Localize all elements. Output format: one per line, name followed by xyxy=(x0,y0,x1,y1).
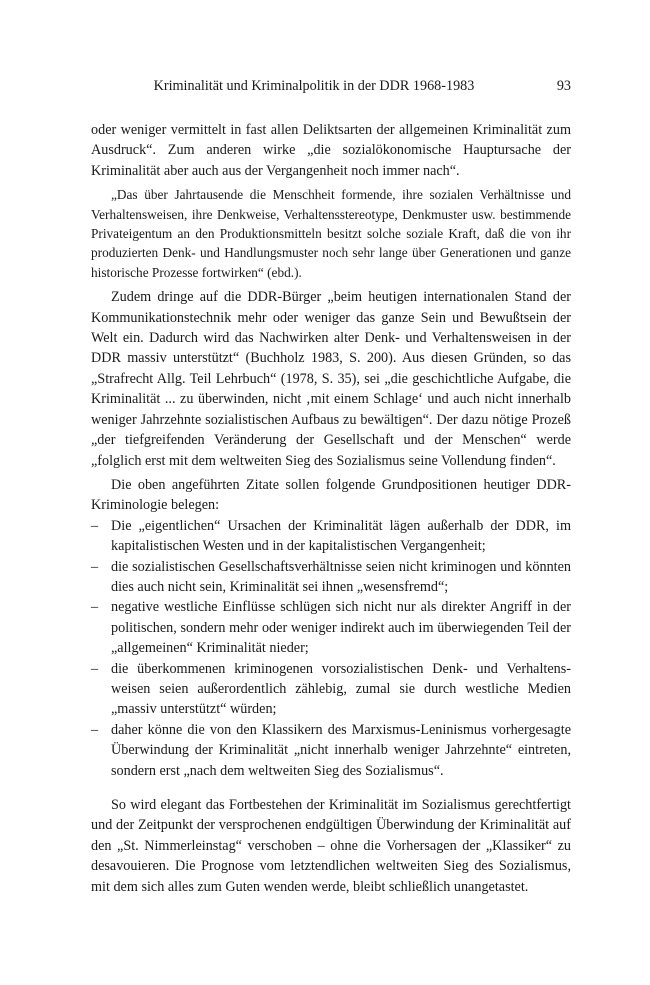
dash-marker: – xyxy=(91,721,99,738)
running-title: Kriminalität und Kriminalpolitik in der DDR 1968-1983 xyxy=(153,78,475,94)
list-item xyxy=(91,720,571,781)
list-item-text: negative westliche Einflüsse schlügen sich nicht nur als direkter Angriff in der politischen, sondern mehr oder weniger indirekt auch im überwiegenden Teil der „allgemeinen“ Kriminalität nieder; xyxy=(111,599,571,657)
page-number: 93 xyxy=(556,78,571,94)
paragraph-continuation: oder weniger vermittelt in fast allen Deliktsarten der allgemeinen Kriminalität zum Ausdruck“. Zum anderen wirke „die sozialökonomische Hauptursache der Kriminalität aber auch aus der Vergangenheit noch immer nach“. xyxy=(91,122,571,179)
body-text xyxy=(91,120,571,897)
dash-marker: – xyxy=(91,660,99,677)
list-item xyxy=(91,659,571,720)
dash-marker: – xyxy=(91,517,99,534)
dash-marker: – xyxy=(91,599,99,616)
dash-marker: – xyxy=(91,558,99,575)
list-item-text: die überkommenen kriminogenen vorsozialistischen Denk- und Verhaltensweisen seien außerordentlich zählebig, zumal sie durch westliche Medien „massiv unterstützt“ würden; xyxy=(111,660,571,718)
list-item-text: die sozialistischen Gesellschaftsverhältnisse seien nicht kriminogen und könnten dies auch nicht sein, Kriminalität sei ihnen „wesensfremd“; xyxy=(111,558,571,595)
paragraph-zudem: Zudem dringe auf die DDR-Bürger „beim heutigen internationalen Stand der Kommunikationstechnik mehr oder weniger das ganze Sein und Bewußtsein der Welt ein. Dadurch wird das Nachwirken alter Denk- und Verhaltensweisen in der DDR massiv unterstützt“ (Buchholz 1983, S. 200). Aus diesen Gründen, so das „Strafrecht Allg. Teil Lehrbuch“ (1978, S. 35), sei „die geschichtliche Aufgabe, die Kriminalität ... zu überwinden, nicht ‚mit einem Schlage‘ und auch nicht innerhalb weniger Jahrzehnte sozialistischen Aufbaus zu bewältigen“. Der dazu nötige Prozeß „der tiefgreifenden Veränderung der Gesellschaft und der Menschen“ werde „folglich erst mit dem weltweiten Sieg des Sozialismus seine Vollendung finden“. xyxy=(91,289,571,469)
paragraph-grundpositionen: Die oben angeführten Zitate sollen folgende Grundpositionen heutiger DDR-Kriminologie belegen: xyxy=(91,476,571,514)
list-item-text: daher könne die von den Klassikern des Marxismus-Leninismus vorhergesagte Überwindung der Kriminalität „nicht innerhalb weniger Jahrzehnte“ eintreten, sondern erst „nach dem weltweiten Sieg des Sozialismus“. xyxy=(111,721,571,779)
document-page xyxy=(91,76,571,897)
block-quote: „Das über Jahrtausende die Menschheit formende, ihre sozialen Verhältnisse und Verhaltensweisen, ihre Denkweise, Verhaltensstereotype, Denkmuster usw. bestimmende Privateigentum an den Produktionsmitteln besitzt solche soziale Kraft, daß die von ihr produzierten Denk- und Handlungsmuster noch sehr lange über Generationen und ganze historische Prozesse fortwirken“ (ebd.). xyxy=(91,187,571,280)
grundpositionen-list xyxy=(91,516,571,781)
list-item xyxy=(91,557,571,598)
paragraph-conclusion: So wird elegant das Fortbestehen der Kriminalität im Sozialismus gerechtfertigt und der Zeitpunkt der versprochenen endgültigen Überwindung der Kriminalität auf den „St. Nimmerleinstag“ verschoben – ohne die Vorhersagen der „Klassiker“ zu desavouieren. Die Prognose vom letztendlichen weltweiten Sieg des Sozialismus, mit dem sich alles zum Guten wenden werde, bleibt schließlich unangetastet. xyxy=(91,797,571,895)
running-header xyxy=(91,76,571,98)
list-item xyxy=(91,516,571,557)
list-item xyxy=(91,597,571,658)
list-item-text: Die „eigentlichen“ Ursachen der Kriminalität lägen außerhalb der DDR, im kapitalistischen Westen und in der kapitalistischen Vergangenheit; xyxy=(111,517,571,555)
